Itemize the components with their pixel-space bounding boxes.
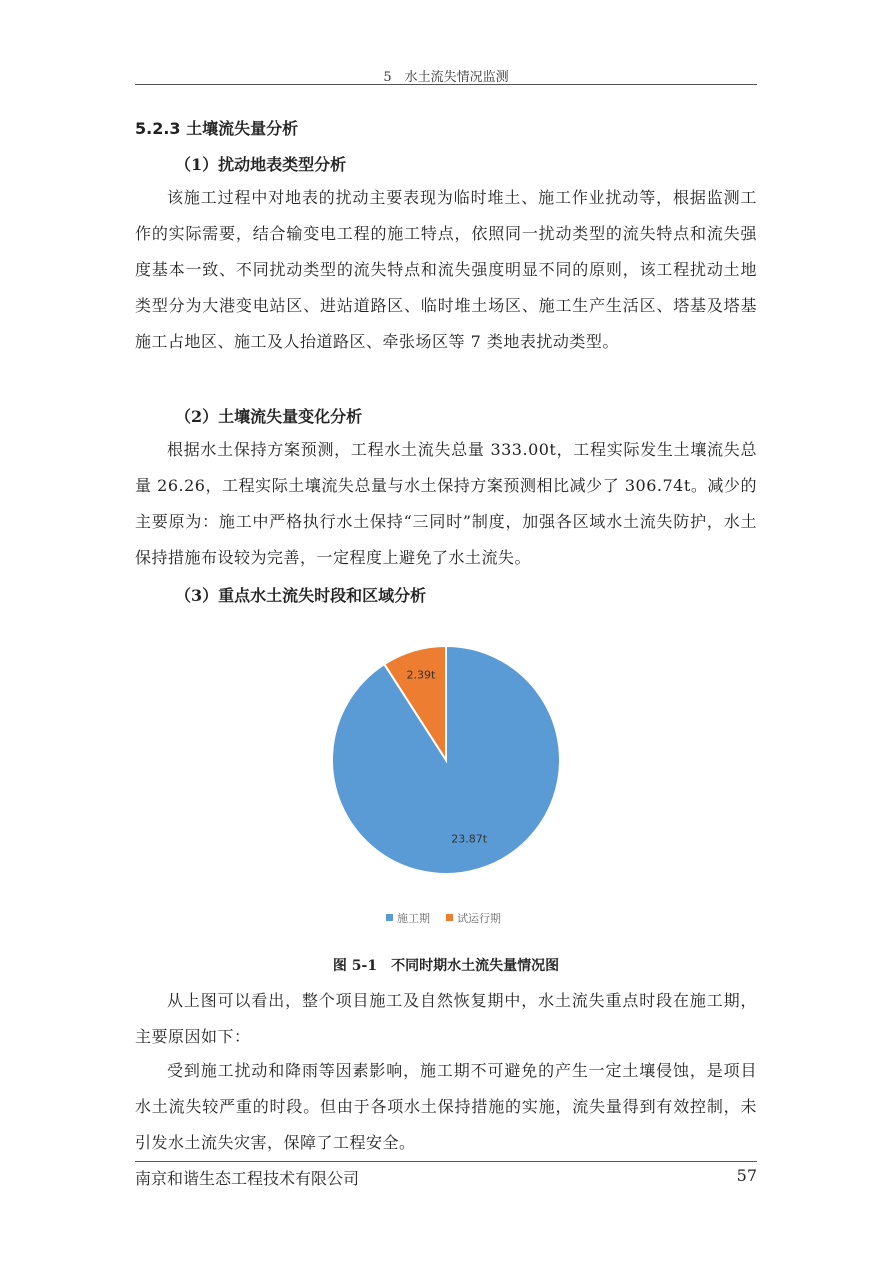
legend-swatch-0 xyxy=(386,914,393,921)
paragraph-1: 该施工过程中对地表的扰动主要表现为临时堆土、施工作业扰动等，根据监测工作的实际需要，结合输变电工程的施工特点，依照同一扰动类型的流失特点和流失强度基本一致、不同扰动类型的流失特点和流失强度明显不同的原则，该工程扰动土地类型分为大港变电站区、进站道路区、临时堆土场区、施工生产生活区、塔基及塔基施工占地区、施工及人抬道路区、牵张场区等 7 类地表扰动类型。 xyxy=(135,188,757,351)
paragraph-3: 从上图可以看出，整个项目施工及自然恢复期中，水土流失重点时段在施工期，主要原因如下： xyxy=(135,991,757,1046)
pie-label-trial-operation: 2.39t xyxy=(406,668,436,682)
pie-label-construction: 23.87t xyxy=(451,832,488,846)
footer-rule xyxy=(135,1161,757,1162)
pie-chart xyxy=(300,630,600,940)
legend-label-0: 施工期 xyxy=(397,912,430,925)
subheading-2: （2）土壤流失量变化分析 xyxy=(175,407,363,426)
figure-caption: 图 5-1 不同时期水土流失量情况图 xyxy=(332,958,560,974)
pie-chart-svg xyxy=(300,630,600,940)
section-title: 5.2.3 土壤流失量分析 xyxy=(135,119,299,138)
legend-swatch-1 xyxy=(446,914,453,921)
paragraph-2: 根据水土保持方案预测，工程水土流失总量 333.00t，工程实际发生土壤流失总量 26.26，工程实际土壤流失总量与水土保持方案预测相比减少了 306.74t。减少的主要原为：施工中严格执行水土保持“三同时”制度，加强各区域水土流失防护，水土保持措施布设较为完善，一定程度上避免了水土流失。 xyxy=(135,440,757,567)
subheading-1: （1）扰动地表类型分析 xyxy=(175,155,347,174)
subheading-3: （3）重点水土流失时段和区域分析 xyxy=(175,586,427,605)
page-number: 57 xyxy=(736,1166,757,1185)
legend-label-1: 试运行期 xyxy=(457,912,501,925)
paragraph-4: 受到施工扰动和降雨等因素影响，施工期不可避免的产生一定土壤侵蚀，是项目水土流失较严重的时段。但由于各项水土保持措施的实施，流失量得到有效控制，未引发水土流失灾害，保障了工程安全。 xyxy=(135,1061,757,1152)
footer-company: 南京和谐生态工程技术有限公司 xyxy=(135,1169,360,1188)
header-rule xyxy=(135,84,757,85)
running-header: 5 水土流失情况监测 xyxy=(383,70,509,85)
